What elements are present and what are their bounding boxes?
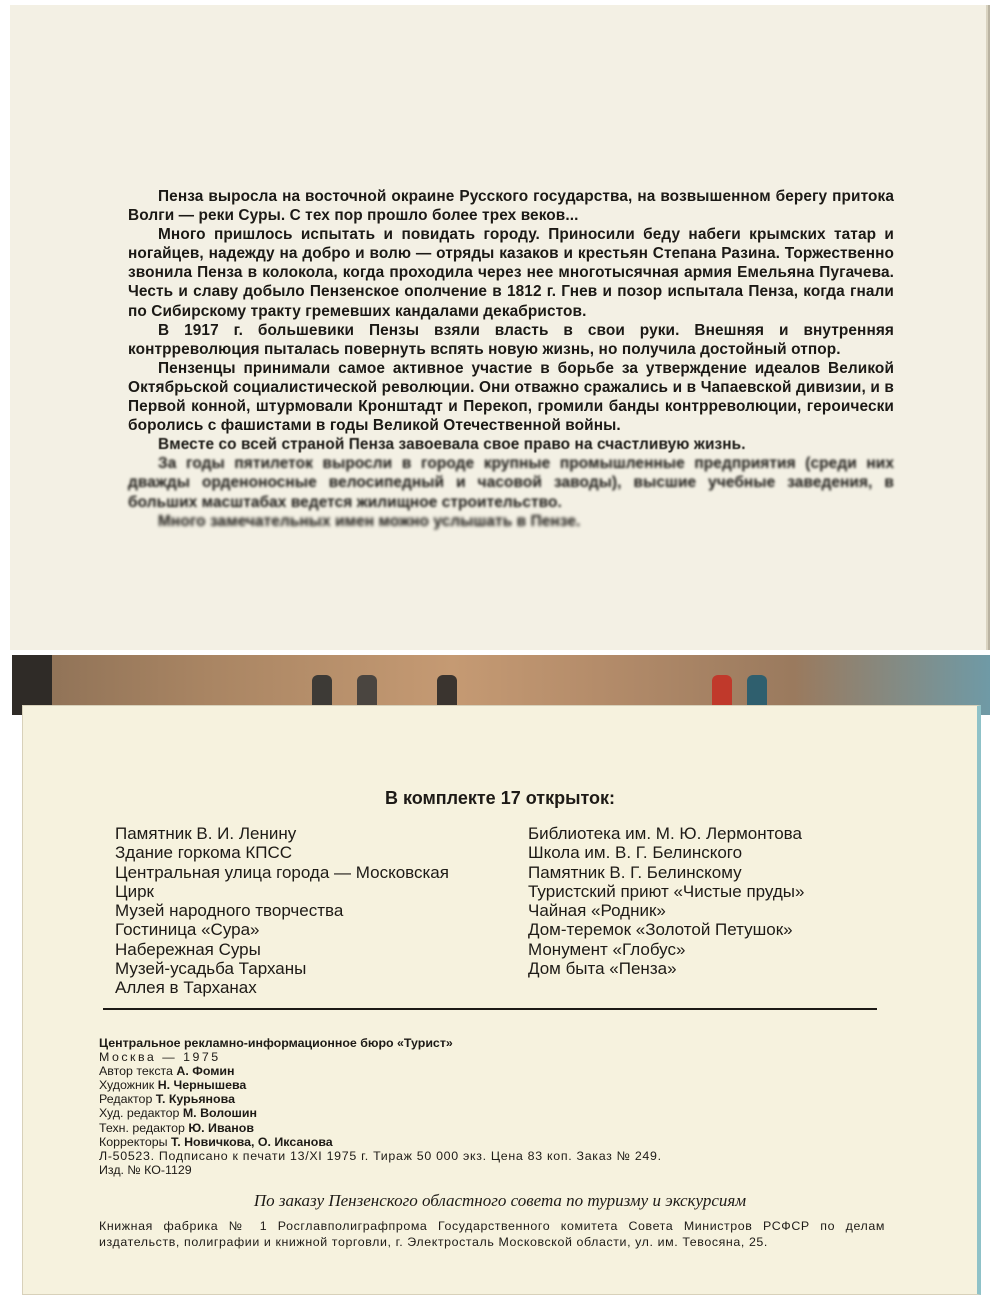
postcard-list-right [528, 824, 804, 978]
history-paragraph: Много пришлось испытать и повидать городу. Приносили беду набеги крымских татар и ногайцев, надежду на добро и волю — отряды казаков и крестьян Степана Разина. Торжественно звонила Пенза в колокола, когда проходила через нее многотысячная армия Емельяна Пугачева. Честь и славу добыло Пензенское ополчение в 1812 г. Гнев и позор испытала Пенза, когда гнали по Сибирскому тракту гремевших кандалами декабристов. [128, 226, 894, 320]
history-paragraph: Вместе со всей страной Пенза завоевала свое право на счастливую жизнь. [158, 436, 746, 454]
history-paragraph: В 1917 г. большевики Пензы взяли власть в свои руки. Внешняя и внутренняя контрреволюция пыталась повернуть вспять новую жизнь, но получила достойный отпор. [128, 321, 894, 358]
postcard-title: Памятник В. И. Ленину [115, 824, 297, 843]
folder-pocket [22, 705, 981, 1295]
credit-tech-editor: Техн. редактор Ю. Иванов [99, 1120, 254, 1135]
credit-editor: Редактор Т. Курьянова [99, 1092, 235, 1107]
imprint-block [99, 1036, 662, 1177]
postcard-title: Библиотека им. М. Ю. Лермонтова [528, 824, 802, 843]
history-paragraph: За годы пятилеток выросли в городе крупные промышленные предприятия (среди них дважды орденоносные велосипедный и часовой заводы), высшие учебные заведения, в больших масштабах ведется жилищное строительство. [128, 455, 894, 511]
postcard-title: Центральная улица города — Московская [115, 862, 449, 882]
postcard-title: Аллея в Тарханах [115, 978, 257, 998]
postcard-title: Школа им. В. Г. Белинского [528, 843, 743, 863]
postcard-title: Музей народного творчества [115, 901, 344, 921]
postcard-title: Здание горкома КПСС [115, 843, 293, 863]
postcard-title: Цирк [115, 881, 154, 901]
credit-artist: Художник Н. Чернышева [99, 1078, 247, 1093]
postcard-list-left [115, 824, 449, 998]
city-year: Москва — 1975 [99, 1050, 221, 1065]
credit-art-editor: Худ. редактор М. Волошин [99, 1106, 257, 1121]
printer-info: Книжная фабрика № 1 Росглавполиграфпрома Государственного комитета Совета Министров РСФСР по делам издательств, полиграфии и книжной торговли, г. Электросталь Московской области, ул. им. Тевосяна, 25. [99, 1219, 885, 1249]
credit-proofreaders: Корректоры Т. Новичкова, О. Иксанова [99, 1134, 333, 1149]
print-info: Л-50523. Подписано к печати 13/XI 1975 г. Тираж 50 000 экз. Цена 83 коп. Заказ № 249. [99, 1148, 662, 1163]
credit-text-author: Автор текста А. Фомин [99, 1064, 235, 1079]
history-text [128, 187, 894, 531]
postcard-title: Набережная Суры [115, 939, 261, 959]
postcard-title: Гостиница «Сура» [115, 920, 260, 940]
postcard-title: Музей-усадьба Тарханы [115, 959, 307, 979]
issue-number: Изд. № КО-1129 [99, 1162, 192, 1177]
history-paragraph: Много замечательных имен можно услышать в Пензе. [158, 512, 581, 530]
set-title: В комплекте 17 открыток: [384, 788, 616, 808]
history-paragraph: Пензенцы принимали самое активное участие в борьбе за утверждение идеалов Великой Октябрьской социалистической революции. Они отважно сражались и в Чапаевской дивизии, и в Первой конной, штурмовали Кронштадт и Перекоп, громили банды контрреволюции, героически боролись с фашистами в годы Великой Отечественной войны. [128, 359, 894, 435]
history-paragraph: Пенза выросла на восточной окраине Русского государства, на возвышенном берегу притока Волги — реки Суры. С тех пор прошло более трех веков... [128, 188, 894, 225]
postcard-title: Чайная «Родник» [528, 901, 666, 921]
postcard-title: Памятник В. Г. Белинскому [528, 862, 742, 882]
publisher: Центральное рекламно-информационное бюро «Турист» [99, 1036, 453, 1050]
postcard-title: Дом быта «Пенза» [528, 959, 677, 979]
postcard-title: Туристский приют «Чистые пруды» [528, 881, 805, 901]
divider-rule [103, 1008, 877, 1010]
postcard-title: Монумент «Глобус» [528, 939, 686, 959]
postcard-title: Дом-теремок «Золотой Петушок» [528, 920, 793, 940]
order-line: По заказу Пензенского областного совета по туризму и экскурсиям [253, 1191, 747, 1210]
folder-inner-flap [10, 5, 990, 650]
